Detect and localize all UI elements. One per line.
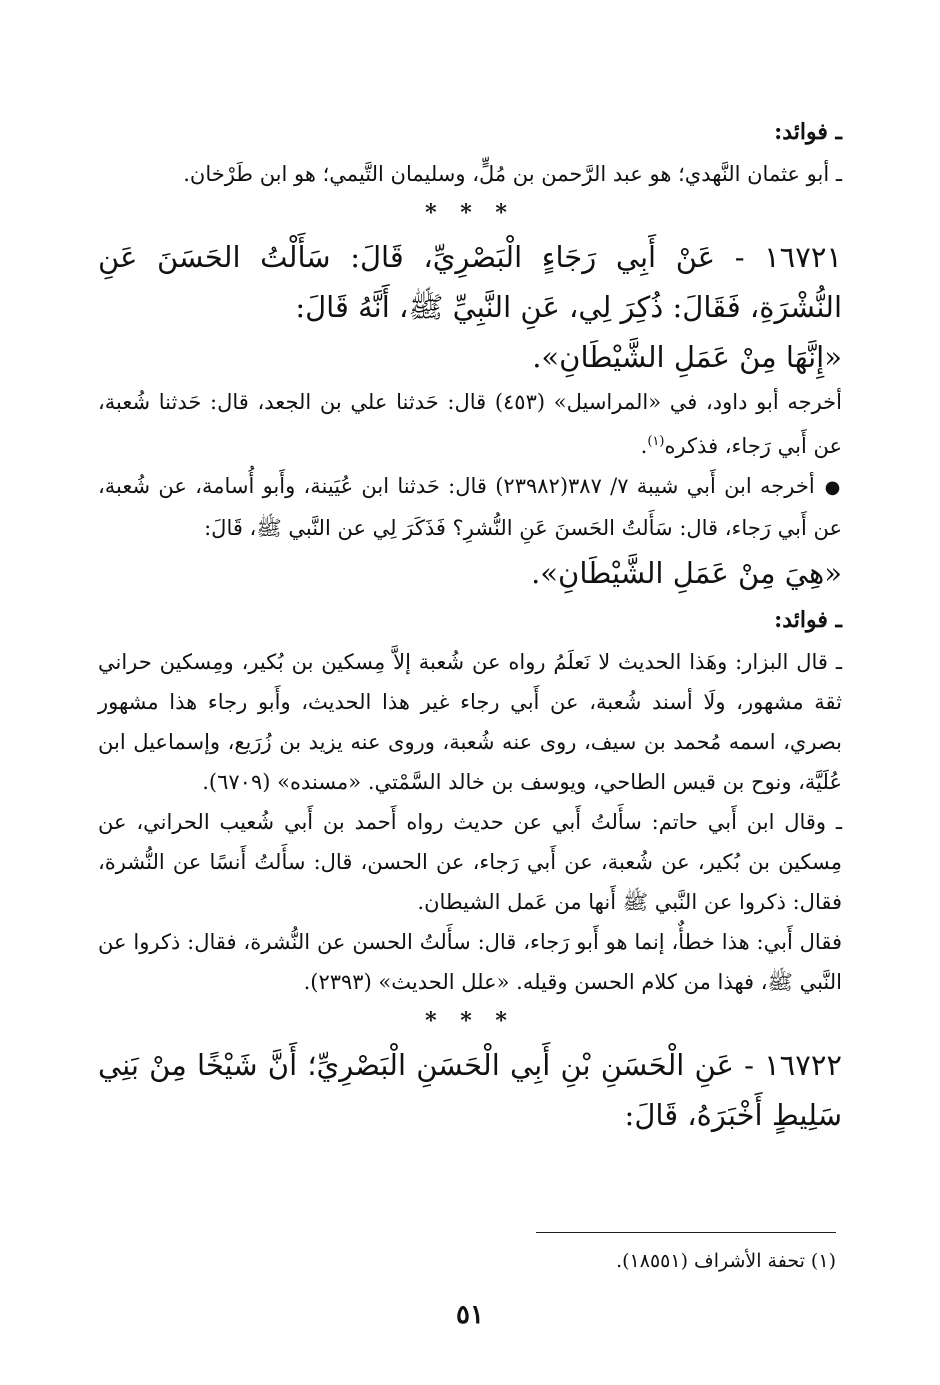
hadith-16722-text: ١٦٧٢٢ - عَنِ الْحَسَنِ بْنِ أَبِي الْحَسَنِ الْبَصْرِيِّ؛ أَنَّ شَيْخًا مِنْ بَنِي سَلِيطٍ أَخْبَرَهُ، قَالَ: (98, 1048, 842, 1132)
benefit-line: ـ أبو عثمان النَّهدي؛ هو عبد الرَّحمن بن مُلٍّ، وسليمان التَّيمي؛ هو ابن طَرْخان. (183, 162, 842, 186)
benefit-ilal: فقال أَبي: هذا خطأٌ، إنما هو أَبو رَجاء، قال: سأَلتُ الحسن عن النُّشرة، فقال: ذكروا عن النَّبي ﷺ، فهذا من كلام الحسن وقيله. «علل الحديث» (٢٣٩٣). (98, 930, 842, 994)
hadith-16721-text: ١٦٧٢١ - عَنْ أَبِي رَجَاءٍ الْبَصْرِيِّ، قَالَ: سَأَلْتُ الحَسَنَ عَنِ النُّشْرَةِ، فَقَالَ: ذُكِرَ لِي، عَنِ النَّبِيِّ ﷺ، أَنَّهُ قَالَ: (98, 240, 842, 324)
takhrij-abu-dawud-text: أخرجه أبو داود، في «المراسيل» (٤٥٣) قال: حَدثنا علي بن الجعد، قال: حَدثنا شُعبة، عن أَبي رَجاء، فذكره (98, 390, 842, 458)
bullet-icon: ● (824, 477, 842, 498)
benefits-heading: ـ فوائد: (774, 119, 842, 145)
footnote-divider (536, 1232, 836, 1233)
page-number: ٥١ (456, 1300, 484, 1330)
benefit-bazzar: ـ قال البزار: وهَذا الحديث لا نَعلَمُ رواه عن شُعبة إلاَّ مِسكين بن بُكير، ومِسكين حراني ثقة مشهور، ولَا أسند شُعبة، عن أَبي رجاء غير هذا الحديث، وأَبو رجاء هذا مشهور بصري، اسمه مُحمد بن سيف، روى عنه شُعبة، وروى عنه يزيد بن زُرَيع، وإسماعيل ابن عُلَيَّة، ونوح بن قيس الطاحي، ويوسف بن خالد السَّمْتي. «مسنده» (٦٧٠٩). (98, 650, 842, 794)
benefits-heading-2: ـ فوائد: (774, 607, 842, 633)
benefit-ibn-abi-hatim: ـ وقال ابن أَبي حاتم: سأَلتُ أَبي عن حديث رواه أَحمد بن أَبي شُعيب الحراني، عن مِسكين بن بُكير، عن شُعبة، عن أَبي رَجاء، عن الحسن، قال: سأَلتُ أَنسًا عن النُّشرة، فقال: ذكروا عن النَّبي ﷺ أَنها من عَمل الشيطان. (98, 810, 842, 914)
hadith-16721-quote2: «هِيَ مِنْ عَمَلِ الشَّيْطَانِ». (531, 556, 842, 590)
hadith-16721-quote: «إِنَّهَا مِنْ عَمَلِ الشَّيْطَانِ». (532, 340, 842, 374)
takhrij-end: . (640, 434, 648, 458)
separator-2: * * * (425, 1008, 515, 1034)
footnote-ref[interactable]: (١) (647, 434, 665, 449)
takhrij-ibn-abi-shayba-text: أخرجه ابن أَبي شيبة ٧/ ٣٨٧(٢٣٩٨٢) قال: حَدثنا ابن عُيَينة، وأَبو أُسامة، عن شُعبة، عن أَبي رَجاء، قال: سَأَلتُ الحَسنَ عَنِ النُّشرِ؟ فَذَكَرَ لِي عن النَّبي ﷺ، قَالَ: (98, 474, 842, 540)
separator: * * * (425, 200, 515, 226)
takhrij-ibn-abi-shayba (98, 466, 842, 548)
takhrij-abu-dawud (98, 382, 842, 466)
footnote: (١) تحفة الأشراف (١٨٥٥١). (616, 1250, 836, 1272)
